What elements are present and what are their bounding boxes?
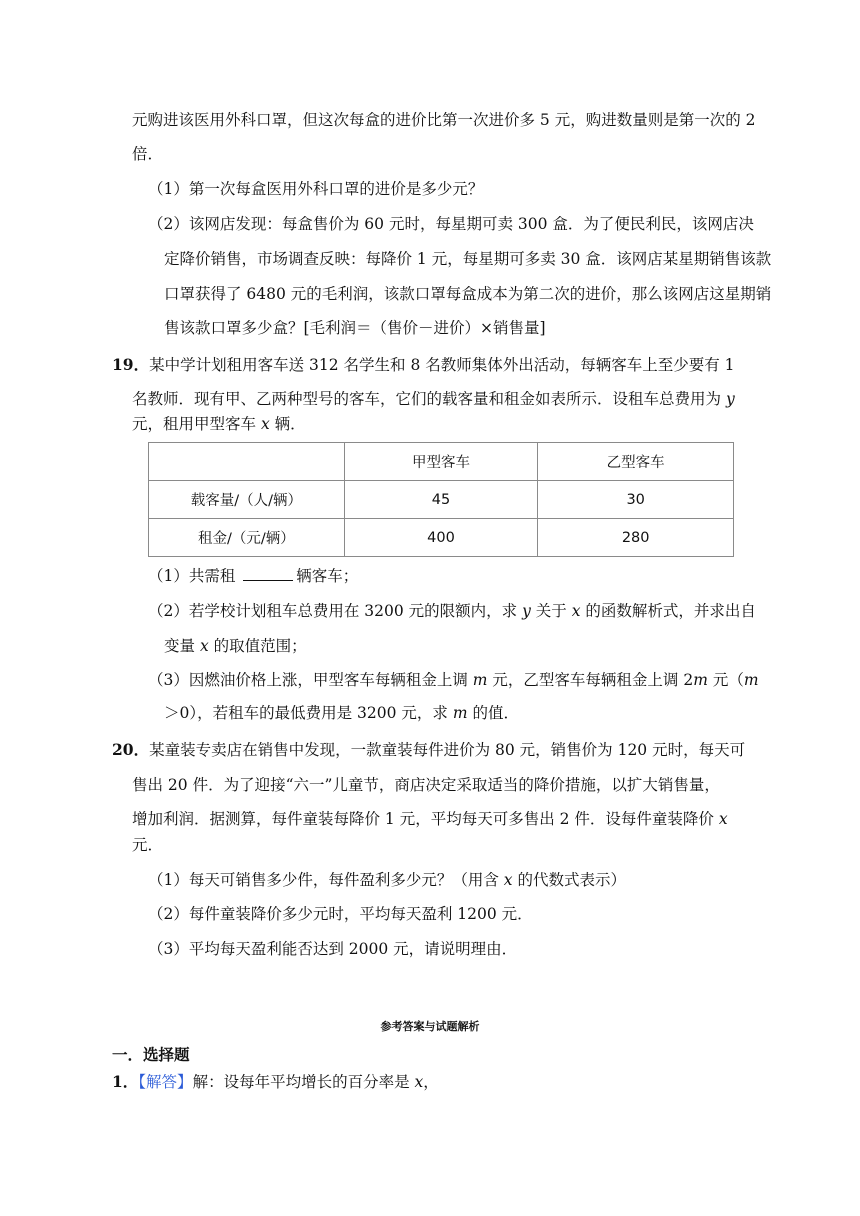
answers-title: 参考答案与试题解析 [380, 1020, 480, 1033]
var-y: y [522, 602, 531, 620]
answer-text-a: 解：设每年平均增长的百分率是 [192, 1073, 415, 1091]
q19-number: 19． [112, 355, 150, 374]
q19-line-2 [132, 389, 735, 409]
q18-sub2-line-4: 售该款口罩多少盒？[毛利润＝（售价－进价）×销售量] [164, 319, 546, 337]
table-cell: 载客量/（人/辆） [149, 481, 345, 519]
q20-sub1-text-b: 的代数式表示） [512, 871, 626, 889]
table-header-cell: 甲型客车 [344, 443, 538, 481]
q20-text-1: 某童装专卖店在销售中发现，一款童装每件进价为 80 元，销售价为 120 元时，每天可 [149, 741, 746, 759]
answer-number: 1． [112, 1072, 139, 1091]
q19-sub3-line-2 [164, 703, 519, 723]
q18-sub2-line-2: 定降价销售，市场调查反映：每降价 1 元，每星期可多卖 30 盒．该网店某星期销售该款 [164, 250, 772, 268]
table-header-cell [149, 443, 345, 481]
q19-sub3-text-b: 元，乙型客车每辆租金上调 2 [487, 671, 694, 689]
q19-text-3a: 元，租用甲型客车 [132, 415, 261, 433]
var-x: x [199, 637, 209, 655]
table-row [149, 519, 734, 557]
q20-line-1 [112, 740, 745, 760]
q19-sub3-text-a: （3）因燃油价格上涨，甲型客车每辆租金上调 [148, 671, 473, 689]
q20-number: 20． [112, 740, 150, 759]
q19-sub2-line-2 [164, 636, 307, 656]
table-cell: 30 [538, 481, 734, 519]
var-x: x [503, 871, 513, 889]
table-cell: 租金/（元/辆） [149, 519, 345, 557]
section-heading: 一．选择题 [112, 1046, 190, 1064]
q20-line-4: 元． [132, 836, 164, 854]
var-x: x [260, 415, 270, 433]
q18-sub2-line-1: （2）该网店发现：每盒售价为 60 元时，每星期可卖 300 盒．为了便民利民，该网店决 [148, 215, 754, 233]
q19-sub3-text-e: 的值． [467, 704, 519, 722]
q18-line-1: 元购进该医用外科口罩，但这次每盒的进价比第一次进价多 5 元，购进数量则是第一次的 2 [132, 111, 756, 129]
q20-sub1-text-a: （1）每天可销售多少件，每件盈利多少元？（用含 [148, 871, 504, 889]
q20-line-2: 售出 20 件．为了迎接“六一”儿童节，商店决定采取适当的降价措施，以扩大销售量， [132, 776, 720, 794]
q18-sub1: （1）第一次每盒医用外科口罩的进价是多少元？ [148, 180, 484, 198]
q19-sub2-text-a: （2）若学校计划租车总费用在 3200 元的限额内，求 [148, 602, 523, 620]
answer-blank [243, 566, 293, 581]
q18-sub2-line-3: 口罩获得了 6480 元的毛利润，该款口罩每盒成本为第二次的进价，那么该网店这星期销 [164, 285, 772, 303]
table-header-row [149, 443, 734, 481]
q19-line-1 [112, 355, 735, 375]
q19-text-3b: 辆． [269, 415, 306, 433]
q20-text-3: 增加利润．据测算，每件童装每降价 1 元，平均每天可多售出 2 件．设每件童装降价 [132, 810, 719, 828]
table-cell: 400 [344, 519, 538, 557]
q19-sub2-line-1 [148, 601, 756, 621]
table-cell: 280 [538, 519, 734, 557]
var-m: m [452, 704, 468, 722]
q19-sub2-text-c: 的函数解析式，并求出自 [580, 602, 756, 620]
q19-sub2-text-b: 关于 [530, 602, 572, 620]
var-m: m [472, 671, 488, 689]
var-m: m [693, 671, 708, 689]
q19-sub1 [148, 566, 358, 586]
q20-sub1 [148, 870, 626, 890]
q20-sub3: （3）平均每天盈利能否达到 2000 元，请说明理由． [148, 940, 518, 958]
answer-text-b: ， [423, 1073, 439, 1091]
q19-sub1-text-a: （1）共需租 [148, 567, 241, 585]
q19-sub3-line-1 [148, 670, 759, 690]
q19-sub2-text-d: 变量 [164, 637, 200, 655]
var-y: y [725, 390, 735, 408]
q19-sub3-text-c: 元（ [707, 671, 744, 689]
table-header-cell: 乙型客车 [538, 443, 734, 481]
q20-line-3 [132, 809, 728, 829]
var-m: m [743, 671, 759, 689]
q19-line-3 [132, 414, 306, 434]
solution-tag: 【解答】 [138, 1073, 193, 1091]
bus-table [148, 442, 734, 557]
q19-text-2: 名教师．现有甲、乙两种型号的客车，它们的载客量和租金如表所示．设租车总费用为 [132, 390, 726, 408]
q19-sub2-text-e: 的取值范围； [208, 637, 307, 655]
q18-line-2: 倍． [132, 145, 164, 163]
q20-sub2: （2）每件童装降价多少元时，平均每天盈利 1200 元． [148, 905, 533, 923]
var-x: x [718, 810, 728, 828]
q19-sub3-text-d: ＞0），若租车的最低费用是 3200 元，求 [164, 704, 453, 722]
table-row [149, 481, 734, 519]
var-x: x [571, 602, 581, 620]
q19-sub1-text-b: 辆客车； [296, 567, 359, 585]
var-x: x [414, 1073, 424, 1091]
answer-item-1 [112, 1072, 439, 1092]
table-cell: 45 [344, 481, 538, 519]
q19-text-1: 某中学计划租用客车送 312 名学生和 8 名教师集体外出活动，每辆客车上至少要有 1 [149, 356, 735, 374]
